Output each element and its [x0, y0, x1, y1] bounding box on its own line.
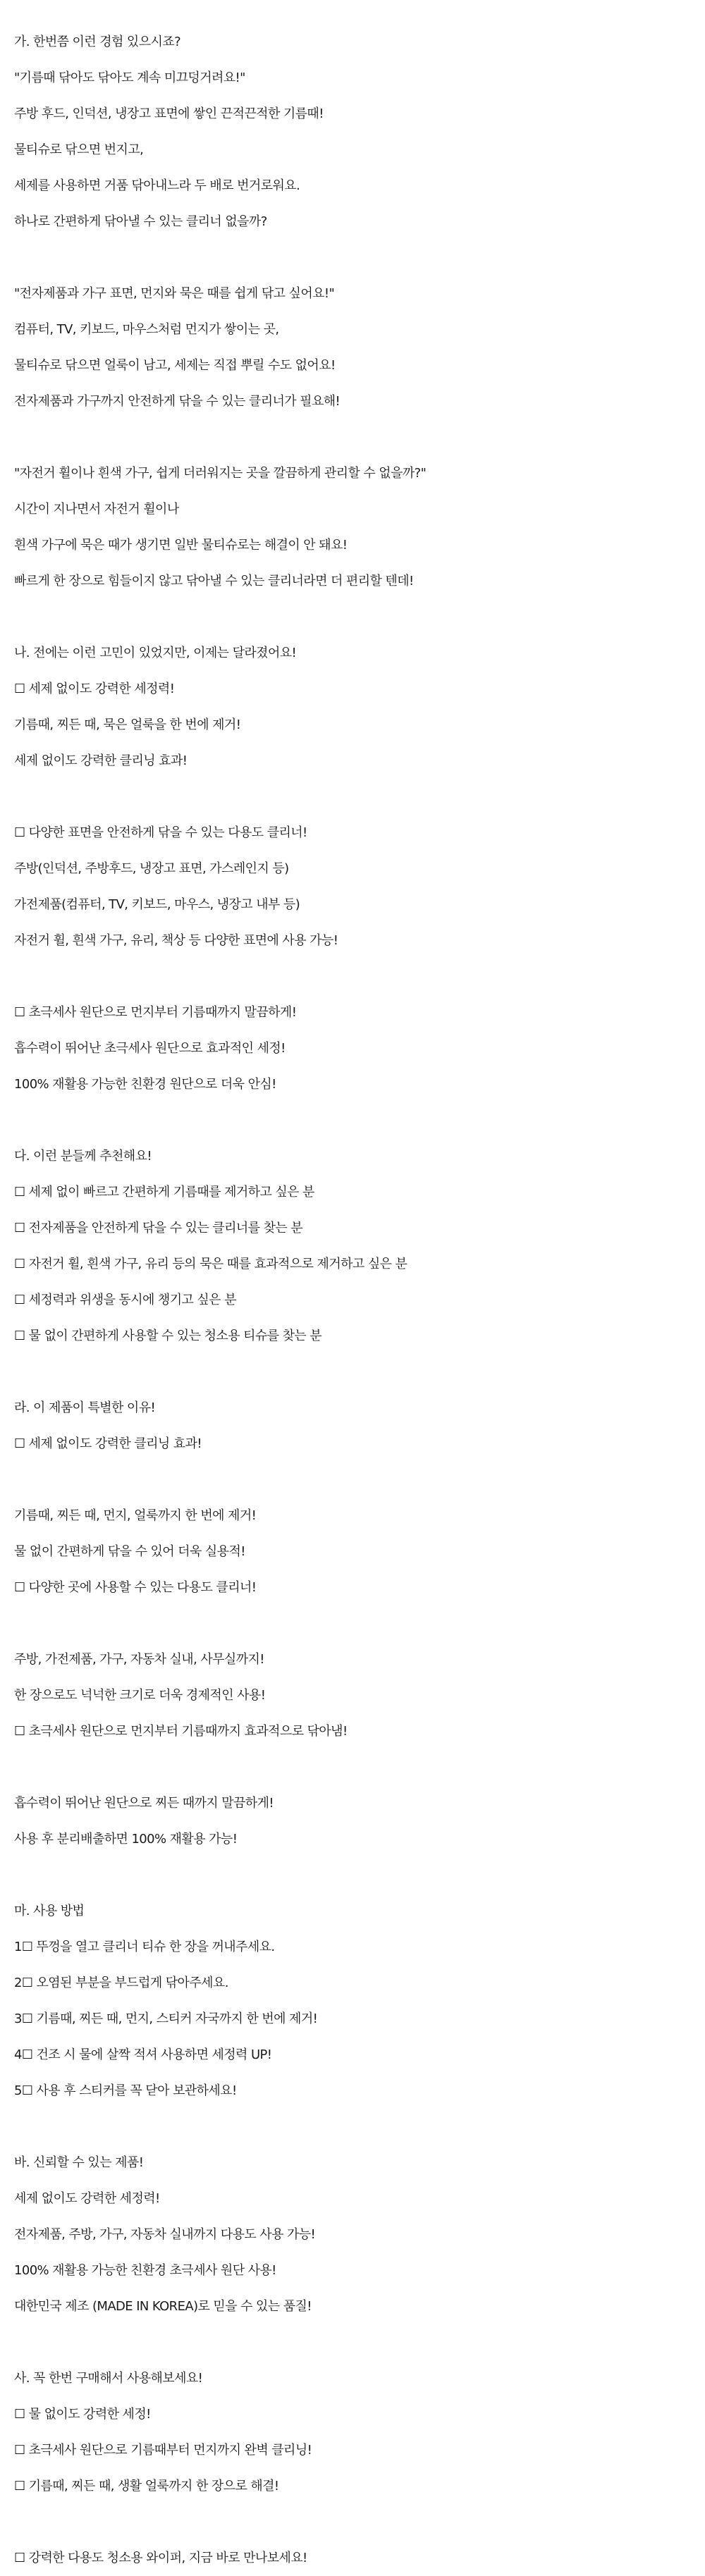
text-line: 한 장으로도 넉넉한 크기로 더욱 경제적인 사용!	[14, 1688, 266, 1703]
text-line: 시간이 지나면서 자전거 휠이나	[14, 502, 179, 517]
text-line: ☐ 세제 없이도 강력한 세정력!	[14, 682, 175, 696]
blank-line	[14, 1749, 698, 1785]
text-line: 자전거 휠, 흰색 가구, 유리, 책상 등 다양한 표면에 사용 가능!	[14, 933, 338, 948]
blank-line	[14, 419, 698, 455]
blank-line	[14, 1606, 698, 1641]
product-description-document	[14, 24, 698, 2576]
text-line: 사. 꼭 한번 구매해서 사용해보세요!	[14, 2371, 203, 2386]
text-line: ☐ 세정력과 위생을 동시에 챙기고 싶은 분	[14, 1293, 236, 1307]
text-line: 컴퓨터, TV, 키보드, 마우스처럼 먼지가 쌓이는 곳,	[14, 322, 279, 337]
text-line: 4☐ 건조 시 물에 살짝 적셔 사용하면 세정력 UP!	[14, 2047, 272, 2062]
blank-line	[14, 959, 698, 994]
blank-line	[14, 2109, 698, 2145]
text-line: 전자제품과 가구까지 안전하게 닦을 수 있는 클리너가 필요해!	[14, 394, 341, 409]
text-line: "전자제품과 가구 표면, 먼지와 묵은 때를 쉽게 닦고 싶어요!"	[14, 286, 335, 301]
text-line: ☐ 다양한 표면을 안전하게 닦을 수 있는 다용도 클리너!	[14, 825, 307, 840]
text-line: 다. 이런 분들께 추천해요!	[14, 1149, 152, 1164]
text-line: 대한민국 제조 (MADE IN KOREA)로 믿을 수 있는 품질!	[14, 2299, 312, 2314]
text-line: 가전제품(컴퓨터, TV, 키보드, 마우스, 냉장고 내부 등)	[14, 897, 300, 912]
blank-line	[14, 599, 698, 635]
text-line: 3☐ 기름때, 찌든 때, 먼지, 스티커 자국까지 한 번에 제거!	[14, 2011, 318, 2026]
text-line: 주방, 가전제품, 가구, 자동차 실내, 사무실까지!	[14, 1652, 264, 1667]
text-line: 1☐ 뚜껑을 열고 클리너 티슈 한 장을 꺼내주세요.	[14, 1940, 275, 1954]
blank-line	[14, 2324, 698, 2360]
blank-line	[14, 1354, 698, 1390]
blank-line	[14, 1857, 698, 1893]
text-line: 가. 한번쯤 이런 경험 있으시죠?	[14, 35, 181, 49]
text-line: ☐ 초극세사 원단으로 먼지부터 기름때까지 효과적으로 닦아냄!	[14, 1724, 348, 1739]
blank-line	[14, 2504, 698, 2540]
blank-line	[14, 1462, 698, 1498]
text-line: 2☐ 오염된 부분을 부드럽게 닦아주세요.	[14, 1976, 228, 1990]
text-line: 나. 전에는 이런 고민이 있었지만, 이제는 달라졌어요!	[14, 646, 297, 660]
text-line: 세제 없이도 강력한 세정력!	[14, 2191, 160, 2206]
text-line: 사용 후 분리배출하면 100% 재활용 가능!	[14, 1832, 238, 1847]
text-line: ☐ 물 없이 간편하게 사용할 수 있는 청소용 티슈를 찾는 분	[14, 1329, 322, 1343]
text-line: 전자제품, 주방, 가구, 자동차 실내까지 다용도 사용 가능!	[14, 2227, 316, 2242]
text-line: ☐ 초극세사 원단으로 먼지부터 기름때까지 말끔하게!	[14, 1005, 297, 1020]
text-line: 흡수력이 뛰어난 초극세사 원단으로 효과적인 세정!	[14, 1041, 286, 1056]
text-line: 물티슈로 닦으면 얼룩이 남고, 세제는 직접 뿌릴 수도 없어요!	[14, 358, 336, 373]
text-line: 주방(인덕션, 주방후드, 냉장고 표면, 가스레인지 등)	[14, 861, 289, 876]
text-line: 흰색 가구에 묵은 때가 생기면 일반 물티슈로는 해결이 안 돼요!	[14, 538, 348, 553]
blank-line	[14, 240, 698, 276]
text-line: ☐ 전자제품을 안전하게 닦을 수 있는 클리너를 찾는 분	[14, 1221, 303, 1235]
text-line: 흡수력이 뛰어난 원단으로 찌든 때까지 말끔하게!	[14, 1796, 274, 1811]
text-line: ☐ 초극세사 원단으로 기름때부터 먼지까지 완벽 클리닝!	[14, 2443, 312, 2458]
text-line: 빠르게 한 장으로 힘들이지 않고 닦아낼 수 있는 클리너라면 더 편리할 텐데!	[14, 574, 414, 588]
text-line: 5☐ 사용 후 스티커를 꼭 닫아 보관하세요!	[14, 2083, 237, 2098]
text-line: 100% 재활용 가능한 친환경 원단으로 더욱 안심!	[14, 1077, 276, 1092]
text-line: ☐ 물 없이도 강력한 세정!	[14, 2407, 151, 2422]
text-line: 기름때, 찌든 때, 묵은 얼룩을 한 번에 제거!	[14, 717, 241, 732]
text-line: 물티슈로 닦으면 번지고,	[14, 142, 144, 157]
text-line: 세제 없이도 강력한 클리닝 효과!	[14, 753, 188, 768]
blank-line	[14, 1102, 698, 1138]
text-line: ☐ 세제 없이 빠르고 간편하게 기름때를 제거하고 싶은 분	[14, 1185, 314, 1200]
text-line: 바. 신뢰할 수 있는 제품!	[14, 2155, 144, 2170]
text-line: "기름때 닦아도 닦아도 계속 미끄덩거려요!"	[14, 70, 245, 85]
blank-line	[14, 779, 698, 815]
text-line: ☐ 세제 없이도 강력한 클리닝 효과!	[14, 1436, 202, 1451]
text-line: 주방 후드, 인덕션, 냉장고 표면에 쌓인 끈적끈적한 기름때!	[14, 106, 324, 121]
text-line: 물 없이 간편하게 닦을 수 있어 더욱 실용적!	[14, 1544, 245, 1559]
text-line: ☐ 강력한 다용도 청소용 와이퍼, 지금 바로 만나보세요!	[14, 2551, 307, 2565]
text-line: 마. 사용 방법	[14, 1904, 85, 1918]
text-line: 하나로 간편하게 닦아낼 수 있는 클리너 없을까?	[14, 214, 267, 229]
text-line: ☐ 자전거 휠, 흰색 가구, 유리 등의 묵은 때를 효과적으로 제거하고 싶은 분	[14, 1257, 407, 1271]
text-line: 100% 재활용 가능한 친환경 초극세사 원단 사용!	[14, 2263, 276, 2278]
text-line: 세제를 사용하면 거품 닦아내느라 두 배로 번거로워요.	[14, 178, 300, 193]
text-line: ☐ 기름때, 찌든 때, 생활 얼룩까지 한 장으로 해결!	[14, 2479, 279, 2494]
text-line: "자전거 휠이나 흰색 가구, 쉽게 더러워지는 곳을 깔끔하게 관리할 수 없을까?"	[14, 466, 427, 481]
text-line: ☐ 다양한 곳에 사용할 수 있는 다용도 클리너!	[14, 1580, 257, 1595]
text-line: 기름때, 찌든 때, 먼지, 얼룩까지 한 번에 제거!	[14, 1508, 257, 1523]
text-line: 라. 이 제품이 특별한 이유!	[14, 1400, 156, 1415]
